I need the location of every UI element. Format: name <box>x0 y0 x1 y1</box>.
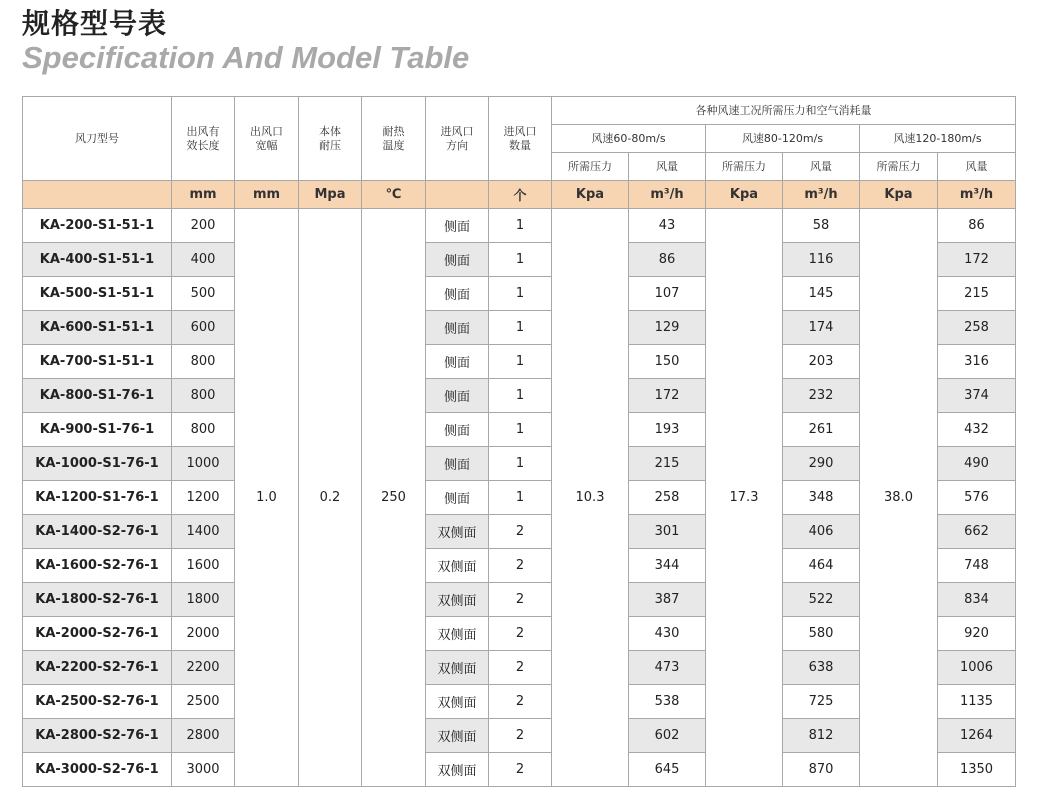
length-cell: 600 <box>172 311 235 345</box>
unit-count: 个 <box>489 181 552 209</box>
inlet-direction-cell: 双侧面 <box>426 753 489 787</box>
model-cell: KA-500-S1-51-1 <box>23 277 172 311</box>
airflow-cell: 258 <box>938 311 1016 345</box>
unit-pressure: Mpa <box>299 181 362 209</box>
length-cell: 400 <box>172 243 235 277</box>
inlet-count-cell: 1 <box>489 277 552 311</box>
airflow-cell: 725 <box>783 685 860 719</box>
header-speed-2: 风速80-120m/s <box>706 125 860 153</box>
airflow-cell: 387 <box>629 583 706 617</box>
inlet-count-cell: 1 <box>489 345 552 379</box>
inlet-count-cell: 2 <box>489 549 552 583</box>
length-cell: 1600 <box>172 549 235 583</box>
airflow-cell: 522 <box>783 583 860 617</box>
header-speed-3: 风速120-180m/s <box>860 125 1016 153</box>
length-cell: 1000 <box>172 447 235 481</box>
inlet-direction-cell: 双侧面 <box>426 617 489 651</box>
airflow-cell: 290 <box>783 447 860 481</box>
model-cell: KA-900-S1-76-1 <box>23 413 172 447</box>
length-cell: 2000 <box>172 617 235 651</box>
length-cell: 2200 <box>172 651 235 685</box>
model-cell: KA-1000-S1-76-1 <box>23 447 172 481</box>
airflow-cell: 464 <box>783 549 860 583</box>
airflow-cell: 203 <box>783 345 860 379</box>
length-cell: 1400 <box>172 515 235 549</box>
airflow-cell: 86 <box>938 209 1016 243</box>
inlet-direction-cell: 侧面 <box>426 481 489 515</box>
model-cell: KA-2000-S2-76-1 <box>23 617 172 651</box>
inlet-count-cell: 1 <box>489 311 552 345</box>
inlet-direction-cell: 侧面 <box>426 243 489 277</box>
airflow-cell: 58 <box>783 209 860 243</box>
airflow-cell: 261 <box>783 413 860 447</box>
airflow-cell: 150 <box>629 345 706 379</box>
airflow-cell: 1264 <box>938 719 1016 753</box>
inlet-count-cell: 2 <box>489 753 552 787</box>
header-req-pressure: 所需压力 <box>706 153 783 181</box>
unit-blank <box>23 181 172 209</box>
model-cell: KA-1400-S2-76-1 <box>23 515 172 549</box>
unit-blank <box>426 181 489 209</box>
header-model: 风刀型号 <box>23 97 172 181</box>
airflow-cell: 116 <box>783 243 860 277</box>
header-speed-1: 风速60-80m/s <box>552 125 706 153</box>
model-cell: KA-600-S1-51-1 <box>23 311 172 345</box>
airflow-cell: 662 <box>938 515 1016 549</box>
airflow-cell: 645 <box>629 753 706 787</box>
header-length: 出风有效长度 <box>172 97 235 181</box>
inlet-count-cell: 1 <box>489 413 552 447</box>
airflow-cell: 348 <box>783 481 860 515</box>
inlet-count-cell: 2 <box>489 617 552 651</box>
inlet-count-cell: 1 <box>489 209 552 243</box>
model-cell: KA-200-S1-51-1 <box>23 209 172 243</box>
airflow-cell: 580 <box>783 617 860 651</box>
length-cell: 800 <box>172 345 235 379</box>
inlet-count-cell: 1 <box>489 481 552 515</box>
airflow-cell: 301 <box>629 515 706 549</box>
airflow-cell: 920 <box>938 617 1016 651</box>
table-row <box>23 209 1016 243</box>
airflow-cell: 129 <box>629 311 706 345</box>
header-pressure: 本体耐压 <box>299 97 362 181</box>
airflow-cell: 576 <box>938 481 1016 515</box>
airflow-cell: 538 <box>629 685 706 719</box>
airflow-cell: 172 <box>938 243 1016 277</box>
length-cell: 1800 <box>172 583 235 617</box>
length-cell: 800 <box>172 379 235 413</box>
page-subtitle: Specification And Model Table <box>22 40 470 75</box>
airflow-cell: 215 <box>938 277 1016 311</box>
airflow-cell: 193 <box>629 413 706 447</box>
airflow-cell: 316 <box>938 345 1016 379</box>
page-title: 规格型号表 <box>22 7 168 40</box>
airflow-cell: 86 <box>629 243 706 277</box>
airflow-cell: 43 <box>629 209 706 243</box>
model-cell: KA-400-S1-51-1 <box>23 243 172 277</box>
airflow-cell: 748 <box>938 549 1016 583</box>
header-req-pressure: 所需压力 <box>552 153 629 181</box>
width-cell: 1.0 <box>235 209 299 787</box>
header-width: 出风口宽幅 <box>235 97 299 181</box>
length-cell: 2500 <box>172 685 235 719</box>
unit-kpa: Kpa <box>860 181 938 209</box>
unit-kpa: Kpa <box>552 181 629 209</box>
model-cell: KA-700-S1-51-1 <box>23 345 172 379</box>
inlet-count-cell: 2 <box>489 685 552 719</box>
airflow-cell: 232 <box>783 379 860 413</box>
airflow-cell: 1006 <box>938 651 1016 685</box>
unit-kpa: Kpa <box>706 181 783 209</box>
length-cell: 500 <box>172 277 235 311</box>
inlet-direction-cell: 侧面 <box>426 209 489 243</box>
inlet-direction-cell: 侧面 <box>426 345 489 379</box>
unit-flow: m³/h <box>938 181 1016 209</box>
airflow-cell: 406 <box>783 515 860 549</box>
header-heat: 耐热温度 <box>362 97 426 181</box>
model-cell: KA-2200-S2-76-1 <box>23 651 172 685</box>
header-inlet-count: 进风口数量 <box>489 97 552 181</box>
airflow-cell: 107 <box>629 277 706 311</box>
length-cell: 1200 <box>172 481 235 515</box>
inlet-direction-cell: 侧面 <box>426 447 489 481</box>
airflow-cell: 174 <box>783 311 860 345</box>
inlet-direction-cell: 双侧面 <box>426 651 489 685</box>
airflow-cell: 870 <box>783 753 860 787</box>
inlet-count-cell: 2 <box>489 651 552 685</box>
airflow-cell: 1350 <box>938 753 1016 787</box>
model-cell: KA-3000-S2-76-1 <box>23 753 172 787</box>
airflow-cell: 1135 <box>938 685 1016 719</box>
airflow-cell: 432 <box>938 413 1016 447</box>
airflow-cell: 638 <box>783 651 860 685</box>
airflow-cell: 430 <box>629 617 706 651</box>
length-cell: 200 <box>172 209 235 243</box>
model-cell: KA-800-S1-76-1 <box>23 379 172 413</box>
pressure-cell: 0.2 <box>299 209 362 787</box>
airflow-cell: 258 <box>629 481 706 515</box>
unit-temp: ℃ <box>362 181 426 209</box>
required-pressure-cell: 17.3 <box>706 209 783 787</box>
inlet-count-cell: 1 <box>489 243 552 277</box>
model-cell: KA-1600-S2-76-1 <box>23 549 172 583</box>
required-pressure-cell: 10.3 <box>552 209 629 787</box>
inlet-direction-cell: 双侧面 <box>426 583 489 617</box>
header-group: 各种风速工况所需压力和空气消耗量 <box>552 97 1016 125</box>
unit-flow: m³/h <box>783 181 860 209</box>
airflow-cell: 374 <box>938 379 1016 413</box>
airflow-cell: 812 <box>783 719 860 753</box>
header-flow: 风量 <box>938 153 1016 181</box>
inlet-direction-cell: 双侧面 <box>426 685 489 719</box>
airflow-cell: 602 <box>629 719 706 753</box>
inlet-count-cell: 2 <box>489 583 552 617</box>
required-pressure-cell: 38.0 <box>860 209 938 787</box>
temperature-cell: 250 <box>362 209 426 787</box>
model-cell: KA-2800-S2-76-1 <box>23 719 172 753</box>
header-flow: 风量 <box>783 153 860 181</box>
inlet-count-cell: 1 <box>489 379 552 413</box>
header-req-pressure: 所需压力 <box>860 153 938 181</box>
length-cell: 800 <box>172 413 235 447</box>
airflow-cell: 473 <box>629 651 706 685</box>
inlet-direction-cell: 双侧面 <box>426 719 489 753</box>
inlet-direction-cell: 侧面 <box>426 379 489 413</box>
inlet-direction-cell: 侧面 <box>426 413 489 447</box>
model-cell: KA-2500-S2-76-1 <box>23 685 172 719</box>
airflow-cell: 834 <box>938 583 1016 617</box>
unit-width: mm <box>235 181 299 209</box>
header-inlet-direction: 进风口方向 <box>426 97 489 181</box>
airflow-cell: 215 <box>629 447 706 481</box>
inlet-count-cell: 2 <box>489 515 552 549</box>
inlet-direction-cell: 双侧面 <box>426 515 489 549</box>
header-flow: 风量 <box>629 153 706 181</box>
model-cell: KA-1800-S2-76-1 <box>23 583 172 617</box>
airflow-cell: 344 <box>629 549 706 583</box>
inlet-direction-cell: 双侧面 <box>426 549 489 583</box>
unit-flow: m³/h <box>629 181 706 209</box>
spec-table <box>22 96 1016 787</box>
airflow-cell: 145 <box>783 277 860 311</box>
airflow-cell: 172 <box>629 379 706 413</box>
inlet-count-cell: 1 <box>489 447 552 481</box>
length-cell: 3000 <box>172 753 235 787</box>
inlet-direction-cell: 侧面 <box>426 311 489 345</box>
inlet-direction-cell: 侧面 <box>426 277 489 311</box>
model-cell: KA-1200-S1-76-1 <box>23 481 172 515</box>
airflow-cell: 490 <box>938 447 1016 481</box>
unit-length: mm <box>172 181 235 209</box>
length-cell: 2800 <box>172 719 235 753</box>
inlet-count-cell: 2 <box>489 719 552 753</box>
